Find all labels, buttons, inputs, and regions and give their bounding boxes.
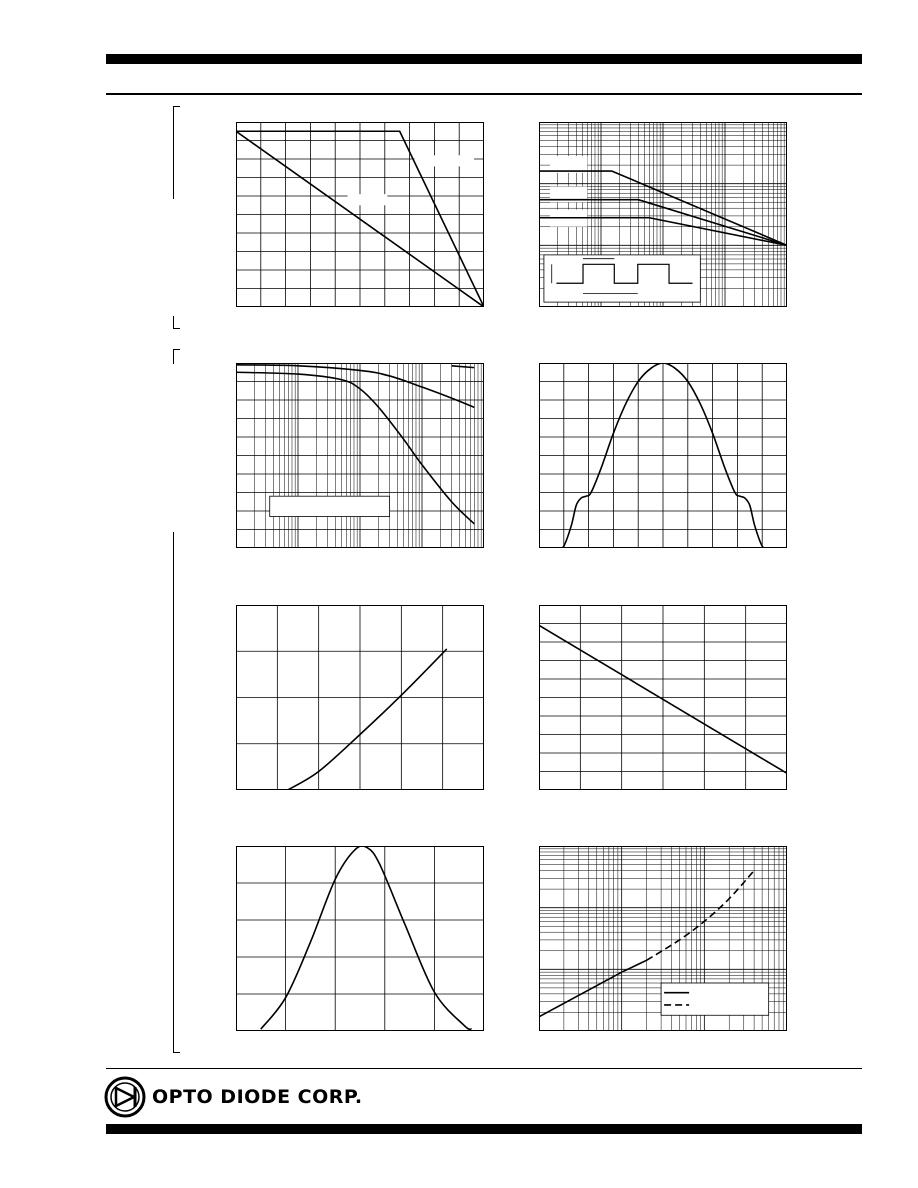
- chart-3: [236, 363, 484, 548]
- label-box: [270, 496, 390, 516]
- chart-6: [539, 605, 787, 790]
- label-box: [415, 155, 475, 166]
- chart-8: [539, 846, 787, 1031]
- chart-svg: [236, 122, 484, 307]
- section-bracket-1-top: [173, 106, 180, 199]
- chart-svg: [236, 846, 484, 1031]
- chart-7: [236, 846, 484, 1031]
- header-rule: [106, 93, 862, 95]
- diode-logo-icon: [104, 1076, 146, 1118]
- section-bracket-2-top: [173, 349, 180, 364]
- section-bracket-1-bottom: [173, 316, 180, 329]
- company-name: OPTO DIODE CORP.: [152, 1086, 363, 1108]
- chart-2: [539, 122, 787, 307]
- footer-bar: [106, 1124, 862, 1134]
- chart-svg: [539, 363, 787, 548]
- chart-svg: [236, 605, 484, 790]
- inset-box: [544, 255, 700, 302]
- chart-svg: [539, 605, 787, 790]
- section-bracket-3: [173, 532, 180, 1053]
- chart-1: [236, 122, 484, 307]
- chart-4: [539, 363, 787, 548]
- header-bar: [106, 54, 862, 64]
- label-box: [348, 194, 388, 205]
- label-box: [661, 983, 769, 1015]
- plot-background: [236, 846, 484, 1031]
- chart-svg: [539, 122, 787, 307]
- company-logo: [104, 1076, 363, 1118]
- chart-svg: [539, 846, 787, 1031]
- chart-svg: [236, 363, 484, 548]
- chart-5: [236, 605, 484, 790]
- footer-rule: [106, 1068, 862, 1069]
